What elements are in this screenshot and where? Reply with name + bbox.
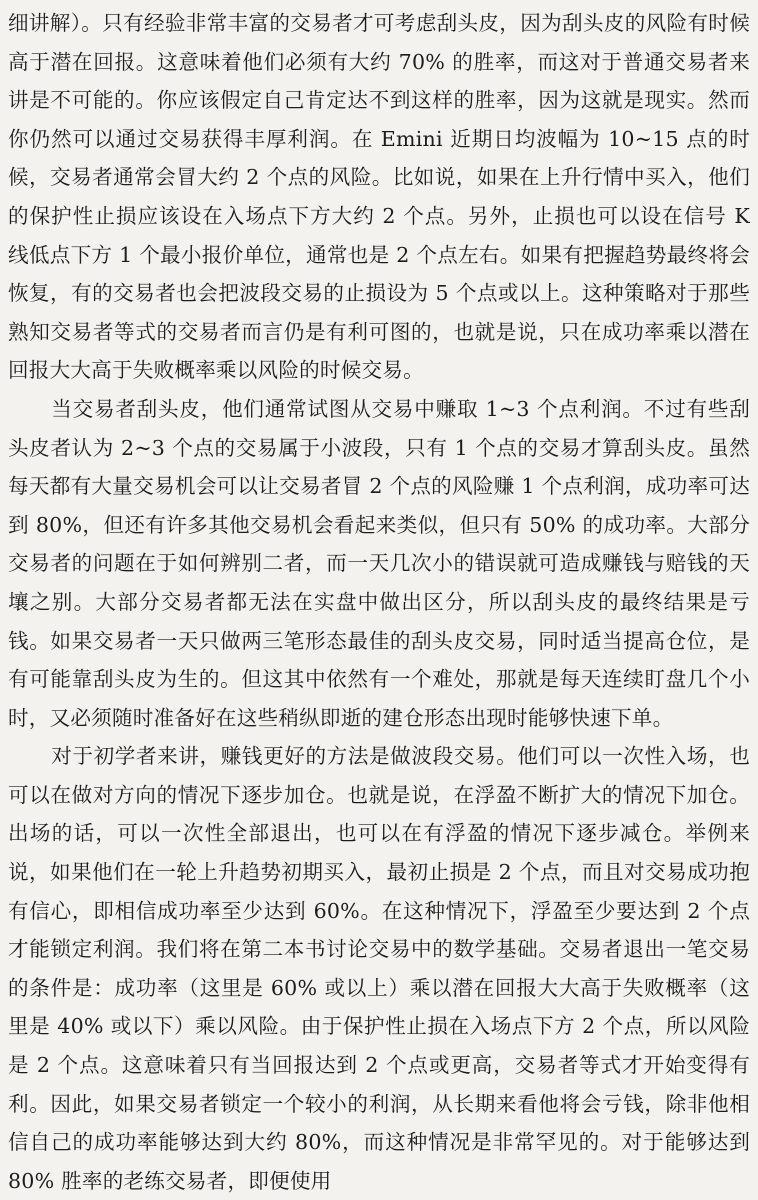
paragraph-1: 细讲解）。只有经验非常丰富的交易者才可考虑刮头皮，因为刮头皮的风险有时候高于潜在回报。这意味着他们必须有大约 70% 的胜率，而这对于普通交易者来讲是不可能的。你应该假定自己肯定达不到这样的胜率，因为这就是现实。然而你仍然可以通过交易获得丰厚利润。在 Emini 近期日均波幅为 10~15 点的时候，交易者通常会冒大约 2 个点的风险。比如说，如果在上升行情中买入，他们的保护性止损应该设在入场点下方大约 2 个点。另外，止损也可以设在信号 K 线低点下方 1 个最小报价单位，通常也是 2 个点左右。如果有把握趋势最终将会恢复，有的交易者也会把波段交易的止损设为 5 个点或以上。这种策略对于那些熟知交易者等式的交易者而言仍是有利可图的，也就是说，只在成功率乘以潜在回报大大高于失败概率乘以风险的时候交易。	[8, 11, 750, 383]
paragraph-2: 当交易者刮头皮，他们通常试图从交易中赚取 1~3 个点利润。不过有些刮头皮者认为 2~3 个点的交易属于小波段，只有 1 个点的交易才算刮头皮。虽然每天都有大量交易机会可以让交易者冒 2 个点的风险赚 1 个点利润，成功率可达到 80%，但还有许多其他交易机会看起来类似，但只有 50% 的成功率。大部分交易者的问题在于如何辨别二者，而一天几次小的错误就可造成赚钱与赔钱的天壤之别。大部分交易者都无法在实盘中做出区分，所以刮头皮的最终结果是亏钱。如果交易者一天只做两三笔形态最佳的刮头皮交易，同时适当提高仓位，是有可能靠刮头皮为生的。但这其中依然有一个难处，那就是每天连续盯盘几个小时，又必须随时准备好在这些稍纵即逝的建仓形态出现时能够快速下单。	[8, 396, 750, 730]
paragraph-3: 对于初学者来讲，赚钱更好的方法是做波段交易。他们可以一次性入场，也可以在做对方向的情况下逐步加仓。也就是说，在浮盈不断扩大的情况下加仓。出场的话，可以一次性全部退出，也可以在有浮盈的情况下逐步减仓。举例来说，如果他们在一轮上升趋势初期买入，最初止损是 2 个点，而且对交易成功抱有信心，即相信成功率至少达到 60%。在这种情况下，浮盈至少要达到 2 个点才能锁定利润。我们将在第二本书讨论交易中的数学基础。交易者退出一笔交易的条件是：成功率（这里是 60% 或以上）乘以潜在回报大大高于失败概率（这里是 40% 或以下）乘以风险。由于保护性止损在入场点下方 2 个点，所以风险是 2 个点。这意味着只有当回报达到 2 个点或更高，交易者等式才开始变得有利。因此，如果交易者锁定一个较小的利润，从长期来看他将会亏钱，除非他相信自己的成功率能够达到大约 80%，而这种情况是非常罕见的。对于能够达到 80% 胜率的老练交易者，即便使用	[8, 744, 750, 1193]
